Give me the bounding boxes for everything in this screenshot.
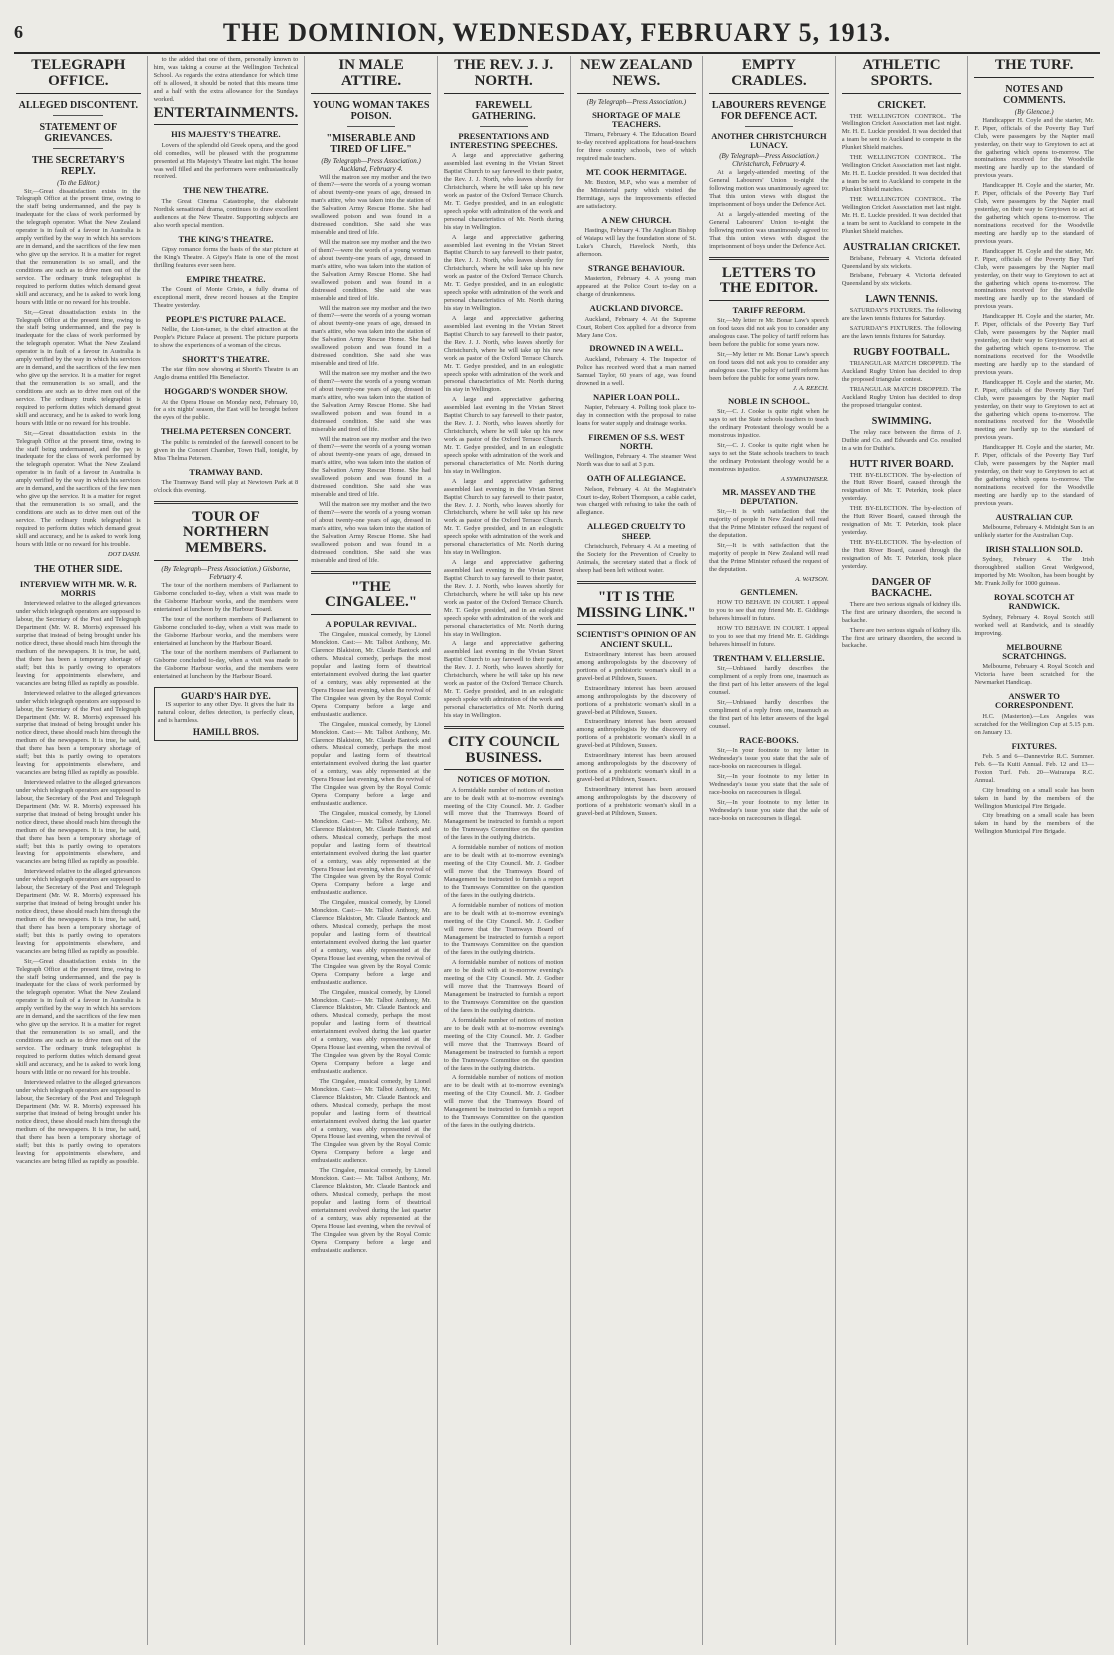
article-subhead: SCIENTIST'S OPINION OF AN ANCIENT SKULL. [576,629,697,649]
article-body: Sir,—Great dissatisfaction exists in the Telegraph Office at the present time, owing to the staff being undermanned, and the pay is inadequate for the class of work performed by the telegraph operator. What the New Zealand operator is in fault of a favour in Australia is amply verified by the way in which his services are in demand, and the sacrifices of the few men who give up the service. It is a matter for regret that the remuneration is so small, and the conditions are such as to drive men out of the service. The ordinary trunk telegraphist is required to perform duties which demand great skill and accuracy, and he is asked to work long hours with little or no reward for his trouble. [16,187,141,306]
item-heading: IRISH STALLION SOLD. [985,543,1083,554]
letter-heading: GENTLEMEN. [740,586,798,597]
item-body: The Count of Monte Cristo, a fully drama of exceptional merit, drew record houses at the Empire Theatre yesterday. [153,286,299,309]
item-heading: AUCKLAND DIVORCE. [589,303,683,314]
item-heading: ANSWER TO CORRESPONDENT. [994,691,1074,711]
article-body: A formidable number of notices of motion are to be dealt with at to-morrow evening's meeting of the City Council. Mr. J. Godber will move that the Tramways Board of Management be instructed to furnish a report to the Tramways Committee on the question of the fares in the outlying districts. [443,901,564,957]
item-body: Brisbane, February 4. Victoria defeated Queensland by six wickets. [841,254,962,270]
item-heading: ALLEGED CRUELTY TO SHEEP. [587,521,686,541]
article-body: Interviewed relative to the alleged grievances under which telegraph operators are supposed to labour, the Secretary of the Post and Telegraph Department (Mr. W. R. Morris) expressed his surprise that instead of being brought under his notice direct, these should reach him through the medium of the newspapers. It is true, he said, that there has been a temporary shortage of staff; but this is partly owing to operators leaving for appointments elsewhere, and vacancies are being filled as rapidly as possible. [16,779,141,866]
article-body: A formidable number of notices of motion are to be dealt with at to-morrow evening's meeting of the City Council. Mr. J. Godber will move that the Tramways Board of Management be instructed to furnish a report to the Tramways Committee on the question of the fares in the outlying districts. [443,786,564,842]
letter-body: HOW TO BEHAVE IN COURT. I appeal to you to see that my friend Mr. E. Giddings behaves himself in future. [709,625,829,648]
column-telegraph-office [14,56,147,1645]
section-heading: CITY COUNCIL BUSINESS. [444,735,564,771]
advertisement [154,687,299,741]
letter-signature: A SYMPATHISER. [780,475,829,483]
advert-heading: GUARD'S HAIR DYE. [181,691,271,702]
letter-body: Sir,—C. J. Cooke is quite right when he says to set the State schools teachers to teach the ordinary Protestant theology would be a monstrous injustice. [709,442,829,473]
article-heading: TELEGRAPH OFFICE. [16,58,141,94]
item-body: Sydney, February 4. The Irish thoroughbred stallion Great Wedgwood, imported by Mr. Woolton, has been bought by Mr. Frank Jolly for 1000 guineas. [974,556,1094,588]
article-body: Extraordinary interest has been aroused among anthropologists by the discovery of portions of a prehistoric woman's skull in a gravel-bed at Piltdown, Sussex. [576,752,697,784]
item-heading: SHORTT'S THEATRE. [182,353,270,364]
letter-body: Sir,—In your footnote to my letter in Wednesday's issue you state that the sale of race-books on racecourses is illegal. [709,798,829,822]
column-empty-cradles [702,56,835,1645]
article-body: Will the matron see my mother and the two of them?—were the words of a young woman of about twenty-one years of age, dressed in man's attire, who was taken into the station of the Salvation Army Rescue Home. She had swallowed poison and was found in a distressed condition. She said she was miserable and tired of life. [311,239,431,302]
item-heading: CRICKET. [877,99,926,111]
article-subhead: ANOTHER CHRISTCHURCH LUNACY. [711,130,827,150]
divider [480,126,528,127]
article-subhead: ALLEGED DISCONTENT. [18,99,138,111]
item-body: THE WELLINGTON CONTROL. The Wellington Cricket Association met last night. Mr. H. E. Luckie presided. It was decided that a team be sent to Auckland to compete in the Plunket Shield matches. [841,195,962,235]
article-body: City breathing on a small scale has been taken in hand by the members of the Wellington Municipal Fire Brigade. [974,812,1094,836]
letter-heading: NOBLE IN SCHOOL. [727,395,810,406]
section-heading: TOUR OF NORTHERN MEMBERS. [154,510,299,561]
dateline: (By Telegraph—Press Association.) Gisborne, February 4. [161,564,291,581]
article-body: Extraordinary interest has been aroused among anthropologists by the discovery of portions of a prehistoric woman's skull in a gravel-bed at Piltdown, Sussex. [576,684,697,716]
item-body: Timaru, February 4. The Education Board to-day received applications for head-teachers for three country schools, two of which required male teachers. [576,131,697,162]
article-body: Will the matron see my mother and the two of them?—were the words of a young woman of about twenty-one years of age, dressed in man's attire, who was taken into the station of the Salvation Army Rescue Home. She had swallowed poison and was found in a distressed condition. She said she was miserable and tired of life. [311,173,431,237]
item-heading: THE KING'S THEATRE. [178,233,274,244]
letter-body: HOW TO BEHAVE IN COURT. I appeal to you to see that my friend Mr. E. Giddings behaves himself in future. [709,599,829,623]
item-heading: LAWN TENNIS. [865,294,938,306]
article-subhead: THE OTHER SIDE. [34,563,123,575]
advert-text: IS superior to any other Dye. It gives the hair its natural colour, defies detection, is perfectly clean, and is harmless. [157,701,295,725]
item-body: Christchurch, February 4. At a meeting of the Society for the Prevention of Cruelty to Animals, the secretary stated that a flock of sheep had been left without water. [576,543,697,574]
article-body: Sir,—Great dissatisfaction exists in the Telegraph Office at the present time, owing to the staff being undermanned, and the pay is inadequate for the class of work performed by the telegraph operator. What the New Zealand operator is in fault of a favour in Australia is amply verified by the way in which his services are in demand, and the sacrifices of the few men who give up the service. It is a matter for regret that the remuneration is so small, and the conditions are such as to drive men out of the service. The ordinary trunk telegraphist is required to perform duties which demand great skill and accuracy, and he is asked to work long hours with little or no reward for his trouble. [16,308,141,427]
article-body: Will the matron see my mother and the two of them?—were the words of a young woman of about twenty-one years of age, dressed in man's attire, who was taken into the station of the Salvation Army Rescue Home. She had swallowed poison and was found in a distressed condition. She said she was miserable and tired of life. [311,370,431,433]
item-heading: ROYAL SCOTCH AT RANDWICK. [994,592,1075,612]
item-body: Auckland, February 4. At the Supreme Court, Robert Cox applied for a divorce from Mary Jane Cox. [576,315,697,339]
article-subhead: THE SECRETARY'S REPLY. [32,154,125,177]
item-heading: NAPIER LOAN POLL. [592,391,680,402]
advert-footer: HAMILL BROS. [192,727,259,738]
article-body: Extraordinary interest has been aroused among anthropologists by the discovery of portions of a prehistoric woman's skull in a gravel-bed at Piltdown, Sussex. [576,785,697,817]
article-body: Handicapper H. Coyle and the starter, Mr. F. Piper, officials of the Poverty Bay Turf Club, were passengers by the Napier mail yesterday, on their way to Greytown to act at the gathering which opens to-morrow. The nominations received for the Woodville meeting are hardly up to the standard of previous years. [974,444,1094,507]
article-body: Sir,—Great dissatisfaction exists in the Telegraph Office at the present time, owing to the staff being undermanned, and the pay is inadequate for the class of work performed by the telegraph operator. What the New Zealand operator is in fault of a favour in Australia is amply verified by the way in which his services are in demand, and the sacrifices of the few men who give up the service. It is a matter for regret that the remuneration is so small, and the conditions are such as to drive men out of the service. The ordinary trunk telegraphist is required to perform duties which demand great skill and accuracy, and he is asked to work long hours with little or no reward for his trouble. [16,429,141,548]
letter-body: Sir,—In your footnote to my letter in Wednesday's issue you state that the sale of race-books on racecourses is illegal. [709,747,829,770]
item-heading: OATH OF ALLEGIANCE. [586,473,686,484]
item-heading: AUSTRALIAN CRICKET. [843,241,961,253]
divider [154,501,299,504]
item-body: TRIANGULAR MATCH DROPPED. The Auckland Rugby Union has decided to drop the proposed triangular contest. [841,385,962,409]
letter-body: Sir,—It is with satisfaction that the majority of people in New Zealand will read that the Prime Minister refused the request of the deputation. [709,508,829,540]
item-heading: THE NEW THEATRE. [183,185,269,196]
byline: (By Glencoe.) [1014,107,1054,116]
article-body: A large and appreciative gathering assembled last evening in the Vivian Street Baptist Church to say farewell to their pastor, the Rev. J. J. North, who leaves shortly for Christchurch, where he will take up his new work as pastor of the Oxford Terrace Church. Mr. T. Gedye presided, and in an eulogistic speech spoke with admiration of the work and personal characteristics of Mr. North during his stay in Wellington. [443,152,564,231]
item-body: THE BY-ELECTION. The by-election of the Hutt River Board, caused through the resignation of Mr. T. Peterkin, took place yesterday. [841,505,962,537]
item-body: THE BY-ELECTION. The by-election of the Hutt River Board, caused through the resignation of Mr. T. Peterkin, took place yesterday. [841,539,962,570]
letter-body: Sir,—Unbiased hardly describes the compliment of a reply from one, inasmuch as the first part of his letter answers of the legal counsel. [709,665,829,697]
article-body: Handicapper H. Coyle and the starter, Mr. F. Piper, officials of the Poverty Bay Turf Club, were passengers by the Napier mail yesterday, on their way to Greytown to act at the gathering which opens to-morrow. The nominations received for the Woodville meeting are hardly up to the standard of previous years. [974,247,1094,311]
page-number: 6 [14,22,23,42]
letter-body: Sir,—It is with satisfaction that the majority of people in New Zealand will read that the Prime Minister refused the request of the deputation. [709,542,829,573]
article-body: The Cingalee, musical comedy, by Lionel Monckton. Cast:— Mr. Talbot Anthony, Mr. Clarence Blakiston, Mr. Claude Bantock and others. Musical comedy, perhaps the most popular and lasting form of theatrical entertainment evolved during the last quarter of a century, was ably represented at the Opera House last evening, when the revival of The Cingalee was given by the Royal Comic Opera Company before a large and enthusiastic audience. [311,809,431,897]
article-body: Extraordinary interest has been aroused among anthropologists by the discovery of portions of a prehistoric woman's skull in a gravel-bed at Piltdown, Sussex. [576,718,697,750]
article-body: Sir,—Great dissatisfaction exists in the Telegraph Office at the present time, owing to the staff being undermanned, and the pay is inadequate for the class of work performed by the telegraph operator. What the New Zealand operator is in fault of a favour in Australia is amply verified by the way in which his services are in demand, and the sacrifices of the few men who give up the service. It is a matter for regret that the remuneration is so small, and the conditions are such as to drive men out of the service. The ordinary trunk telegraphist is required to perform duties which demand great skill and accuracy, and he is asked to work long hours with little or no reward for his trouble. [16,957,141,1076]
article-body: At a largely-attended meeting of the General Labourers' Union to-night the following motion was unanimously agreed to: That this union views with disgust the imprisonment of boys under the Defence Act. [709,210,829,250]
item-body: Hastings, February 4. The Anglican Bishop of Waiapu will lay the foundation stone of St. Luke's Church, Havelock North, this afternoon. [576,227,697,259]
article-body: Will the matron see my mother and the two of them?—were the words of a young woman of about twenty-one years of age, dressed in man's attire, who was taken into the station of the Salvation Army Rescue Home. She had swallowed poison and was found in a distressed condition. She said she was miserable and tired of life. [311,435,431,499]
article-body: The Cingalee, musical comedy, by Lionel Monckton. Cast:— Mr. Talbot Anthony, Mr. Clarence Blakiston, Mr. Claude Bantock and others. Musical comedy, perhaps the most popular and lasting form of theatrical entertainment evolved during the last quarter of a century, was ably represented at the Opera House last evening, when the revival of The Cingalee was given by the Royal Comic Opera Company before a large and enthusiastic audience. [311,988,431,1075]
article-body: A large and appreciative gathering assembled last evening in the Vivian Street Baptist Church to say farewell to their pastor, the Rev. J. J. North, who leaves shortly for Christchurch, where he will take up his new work as pastor of the Oxford Terrace Church. Mr. T. Gedye presided, and in an eulogistic speech spoke with admiration of the work and personal characteristics of Mr. North during his stay in Wellington. [443,233,564,312]
letter-body: Sir,—My letter re Mr. Bonar Law's speech on food taxes did not ask you to consider any analogous case. The policy of tariff reform has been before the public for some years now. [709,317,829,349]
item-body: The public is reminded of the farewell concert to be given in the Concert Chamber, Town Hall, tonight, by Miss Thelma Petersen. [153,438,299,462]
item-heading: TRAMWAY BAND. [189,466,263,477]
item-body: Melbourne, February 4. Midnight Sun is an unlikely starter for the Australian Cup. [974,524,1094,540]
dateline: (By Telegraph—Press Association.) Christchurch, February 4. [719,152,819,169]
item-heading: A NEW CHURCH. [601,215,672,226]
item-heading: AUSTRALIAN CUP. [995,511,1073,522]
article-body: The tour of the northern members of Parliament to Gisborne concluded to-day, when a visit was made to the Gisborne Harbour works, and the members were entertained at luncheon by the Harbour Board. [153,615,299,647]
dateline: (By Telegraph—Press Association.) [586,97,687,106]
item-body: At the Opera House on Monday next, February 10, for a six nights' season, the East will be brought before the eyes of the public. [153,398,299,422]
item-body: Masterton, February 4. A young man appeared at the Police Court to-day on a charge of drunkenness. [576,275,697,299]
item-heading: FIREMEN OF S.S. WEST NORTH. [588,431,685,452]
article-body: A formidable number of notices of motion are to be dealt with at to-morrow evening's meeting of the City Council. Mr. J. Godber will move that the Tramways Board of Management be instructed to furnish a report to the Tramways Committee on the question of the fares in the outlying districts. [443,1016,564,1072]
item-body: Nellie, the Lion-tamer, is the chief attraction at the People's Picture Palace at present. The picture purports to show the experiences of a woman of the circus. [153,326,299,350]
article-body: Will the matron see my mother and the two of them?—were the words of a young woman of about twenty-one years of age, dressed in man's attire, who was taken into the station of the Salvation Army Rescue Home. She had swallowed poison and was found in a distressed condition. She said she was miserable and tired of life. [311,304,431,368]
section-heading: ENTERTAINMENTS. [154,106,299,126]
item-body: The Tramway Band will play at Newtown Park at 8 o'clock this evening. [153,478,299,494]
article-body: to the added that one of them, personally known to him, was taking a course at the Wellington Technical School. As regards the extra attendance for which time off is allowed, it should be noted that this means time and a half with the extra allowance for the Sundays worked. [153,56,299,103]
item-body: SATURDAY'S FIXTURES. The following are the lawn tennis fixtures for Saturday. [841,325,962,341]
item-body: The Great Cinema Catastrophe, the elaborate Nordisk sensational drama, continues to draw excellent audiences at the New Theatre. Supporting subjects are also worth special mention. [153,197,299,229]
article-heading: THE REV. J. J. NORTH. [444,58,564,94]
item-body: Napier, February 4. Polling took place to-day in connection with the proposal to raise loans for water supply and drainage works. [576,403,697,427]
column-nz-news [570,56,703,1645]
item-body: Nelson, February 4. At the Magistrate's Court to-day, Robert Thompson, a cable cadet, was charged with refusing to take the oath of allegiance. [576,485,697,517]
article-body: Interviewed relative to the alleged grievances under which telegraph operators are supposed to labour, the Secretary of the Post and Telegraph Department (Mr. W. R. Morris) expressed his surprise that instead of being brought under his notice direct, these should reach him through the medium of the newspapers. It is true, he said, that there has been a temporary shortage of staff; but this is partly owing to operators leaving for appointments elsewhere, and vacancies are being filled as rapidly as possible. [16,689,141,777]
column-rev-north [437,56,570,1645]
article-subhead: PRESENTATIONS AND INTERESTING SPEECHES. [449,130,558,150]
article-heading: IN MALE ATTIRE. [311,58,431,94]
letter-heading: RACE-BOOKS. [739,734,799,745]
item-body: THE WELLINGTON CONTROL. The Wellington Cricket Association met last night. Mr. H. E. Luckie presided. It was decided that a team be sent to Auckland to compete in the Plunket Shield matches. [841,112,962,152]
column-athletic-sports [835,56,968,1645]
article-subhead: NOTES AND COMMENTS. [1002,83,1066,106]
article-subhead: YOUNG WOMAN TAKES POISON. [312,99,430,122]
item-body: Lovers of the splendid old Greek opera, and the good old comedies, will be pleased with the programme presented at His Majesty's Theatre last night. The house was well filled and the performers were enthusiastically received. [153,141,299,181]
letter-heading: MR. MASSEY AND THE DEPUTATION. [722,486,816,507]
article-subhead: INTERVIEW WITH MR. W. R. MORRIS [19,578,137,599]
item-body: The relay race between the firms of J. Duthie and Co. and Edwards and Co. resulted in a win for Duthie's. [841,428,962,452]
divider [709,257,829,260]
letter-body: Sir,—In your footnote to my letter in Wednesday's issue you state that the sale of race-books on racecourses is illegal. [709,772,829,796]
letter-signature: DOT DASH. [107,550,141,558]
column-entertainments [147,56,305,1645]
item-heading: HIS MAJESTY'S THEATRE. [171,129,281,140]
article-body: A large and appreciative gathering assembled last evening in the Vivian Street Baptist Church to say farewell to their pastor, the Rev. J. J. North, who leaves shortly for Christchurch, where he will take up his new work as pastor of the Oxford Terrace Church. Mr. T. Gedye presided, and in an eulogistic speech spoke with admiration of the work and personal characteristics of Mr. North during his stay in Wellington. [443,477,564,557]
item-heading: SHORTAGE OF MALE TEACHERS. [592,109,681,129]
article-body: Handicapper H. Coyle and the starter, Mr. F. Piper, officials of the Poverty Bay Turf Club, were passengers by the Napier mail yesterday, on their way to Greytown to act at the gathering which opens to-morrow. The nominations received for the Woodville meeting are hardly up to the standard of previous years. [974,378,1094,442]
column-the-turf [967,56,1100,1645]
dateline: (By Telegraph—Press Association.) Auckland, February 4. [321,156,421,173]
divider [444,726,564,729]
article-heading: THE TURF. [974,58,1094,78]
article-subhead: "MISERABLE AND TIRED OF LIFE." [326,132,416,155]
item-body: There are two serious signals of kidney ills. The first are urinary disorders, the second is backache. [841,600,962,624]
newspaper-title: THE DOMINION, WEDNESDAY, FEBRUARY 5, 1913. [222,18,892,47]
article-body: The tour of the northern members of Parliament to Gisborne concluded to-day, when a visit was made to the Gisborne Harbour works, and the members were entertained at luncheon by the Harbour Board. [153,581,299,613]
divider [53,115,103,116]
letter-heading: TRENTHAM V. ELLERSLIE. [713,652,825,663]
item-body: Feb. 5 and 6—Dannevirke R.C. Summer. Feb. 6—Ta Kuiti Annual. Feb. 12 and 13—Foxton Turf. Feb. 20—Wairarapa R.C. Annual. [974,752,1094,784]
item-body: Gipsy romance forms the basis of the star picture at the King's Theatre. A Gipsy's Hate is one of the most thrilling features ever seen here. [153,245,299,269]
section-heading: "IT IS THE MISSING LINK." [577,590,697,626]
divider [53,148,103,149]
item-heading: HUTT RIVER BOARD. [849,458,954,470]
item-body: Sydney, February 4. Royal Scotch still worked well at Randwick, and is steadily improving. [974,613,1094,637]
item-body: Auckland, February 4. The Inspector of Police has received word that a man named Samuel Taylor, 60 years of age, was found drowned in a well. [576,355,697,387]
item-body: Melbourne, February 4. Royal Scotch and Victoria have been scratched for the Newmarket Handicap. [974,663,1094,687]
item-heading: RUGBY FOOTBALL. [853,347,950,359]
divider [745,126,793,127]
letter-signature: A. WATSON. [795,575,829,583]
item-heading: SWIMMING. [871,415,932,427]
item-heading: STRANGE BEHAVIOUR. [587,263,685,274]
article-body: Interviewed relative to the alleged grievances under which telegraph operators are supposed to labour, the Secretary of the Post and Telegraph Department (Mr. W. R. Morris) expressed his surprise that instead of being brought under his notice direct, these should reach him through the medium of the newspapers. It is true, he said, that there has been a temporary shortage of staff; but this is partly owing to operators leaving for appointments elsewhere, and vacancies are being filled as rapidly as possible. [16,868,141,955]
item-heading: MELBOURNE SCRATCHINGS. [1002,641,1067,661]
article-body: Interviewed relative to the alleged grievances under which telegraph operators are supposed to labour, the Secretary of the Post and Telegraph Department (Mr. W. R. Morris) expressed his surprise that instead of being brought under his notice direct, these should reach him through the medium of the newspapers. It is true, he said, that there has been a temporary shortage of staff; but this is partly owing to operators leaving for appointments elsewhere, and vacancies are being filled as rapidly as possible. [16,1078,141,1166]
article-body: A large and appreciative gathering assembled last evening in the Vivian Street Baptist Church to say farewell to their pastor, the Rev. J. J. North, who leaves shortly for Christchurch, where he will take up his new work as pastor of the Oxford Terrace Church. Mr. T. Gedye presided, and in an eulogistic speech spoke with admiration of the work and personal characteristics of Mr. North during his stay in Wellington. [443,640,564,719]
divider [311,571,431,574]
item-body: Brisbane, February 4. Victoria defeated Queensland by six wickets. [841,272,962,288]
item-body: Wellington, February 4. The steamer West North was due to sail at 3 p.m. [576,453,697,469]
article-body: At a largely-attended meeting of the General Labourers' Union to-night the following motion was unanimously agreed to: That this union views with disgust the imprisonment of boys under the Defence Act. [709,169,829,208]
item-body: SATURDAY'S FIXTURES. The following are the lawn tennis fixtures for Saturday. [841,307,962,323]
article-subhead: NOTICES OF MOTION. [457,774,550,785]
masthead [14,14,1100,54]
item-body: The star film now showing at Shortt's Theatre is an Anglo drama entitled His Benefactor. [153,366,299,382]
letter-signature: J. A. REECH. [792,384,829,392]
article-heading: EMPTY CRADLES. [709,58,829,94]
article-heading: ATHLETIC SPORTS. [842,58,962,94]
item-heading: DROWNED IN A WELL. [589,343,684,354]
section-heading: LETTERS TO THE EDITOR. [709,266,829,302]
article-body: Will the matron see my mother and the two of them?—were the words of a young woman of about twenty-one years of age, dressed in man's attire, who was taken into the station of the Salvation Army Rescue Home. She had swallowed poison and was found in a distressed condition. She said she was miserable and tired of life. [311,501,431,564]
item-body: Mr. Buxton, M.P., who was a member of the Ministerial party which visited the Hermitage, says the improvements effected are satisfactory. [576,179,697,211]
article-body: A formidable number of notices of motion are to be dealt with at to-morrow evening's meeting of the City Council. Mr. J. Godber will move that the Tramways Board of Management be instructed to furnish a report to the Tramways Committee on the question of the fares in the outlying districts. [443,844,564,899]
article-body: The tour of the northern members of Parliament to Gisborne concluded to-day, when a visit was made to the Gisborne Harbour works, and the members were entertained at luncheon by the Harbour Board. [153,649,299,681]
item-body: THE WELLINGTON CONTROL. The Wellington Cricket Association met last night. Mr. H. E. Luckie presided. It was decided that a team be sent to Auckland to compete in the Plunket Shield matches. [841,154,962,193]
item-body: TRIANGULAR MATCH DROPPED. The Auckland Rugby Union has decided to drop the proposed triangular contest. [841,360,962,383]
item-heading: EMPIRE THEATRE. [186,273,266,284]
article-subhead: FAREWELL GATHERING. [471,99,536,122]
article-body: The Cingalee, musical comedy, by Lionel Monckton. Cast:— Mr. Talbot Anthony, Mr. Clarence Blakiston, Mr. Claude Bantock and others. Musical comedy, perhaps the most popular and lasting form of theatrical entertainment evolved during the last quarter of a century, was ably represented at the Opera House last evening, when the revival of The Cingalee was given by the Royal Comic Opera Company before a large and enthusiastic audience. [311,899,431,986]
article-subhead: A POPULAR REVIVAL. [325,619,417,629]
column-male-attire [304,56,437,1645]
article-body: Handicapper H. Coyle and the starter, Mr. F. Piper, officials of the Poverty Bay Turf Club, were passengers by the Napier mail yesterday, on their way to Greytown to act at the gathering which opens to-morrow. The nominations received for the Woodville meeting are hardly up to the standard of previous years. [974,116,1094,180]
item-heading: FIXTURES. [1011,740,1057,751]
letter-body: Sir,—My letter re Mr. Bonar Law's speech on food taxes did not ask you to consider any analogous case. The policy of tariff reform has been before the public for some years now. [709,351,829,382]
item-body: THE BY-ELECTION. The by-election of the Hutt River Board, caused through the resignation of Mr. T. Peterkin, took place yesterday. [841,471,962,503]
article-body: The Cingalee, musical comedy, by Lionel Monckton. Cast:— Mr. Talbot Anthony, Mr. Clarence Blakiston, Mr. Claude Bantock and others. Musical comedy, perhaps the most popular and lasting form of theatrical entertainment evolved during the last quarter of a century, was ably represented at the Opera House last evening, when the revival of The Cingalee was given by the Royal Comic Opera Company before a large and enthusiastic audience. [311,631,431,718]
item-heading: PEOPLE'S PICTURE PALACE. [165,313,286,324]
article-body: A formidable number of notices of motion are to be dealt with at to-morrow evening's meeting of the City Council. Mr. J. Godber will move that the Tramways Board of Management be instructed to furnish a report to the Tramways Committee on the question of the fares in the outlying districts. [443,1074,564,1130]
article-body: The Cingalee, musical comedy, by Lionel Monckton. Cast:— Mr. Talbot Anthony, Mr. Clarence Blakiston, Mr. Claude Bantock and others. Musical comedy, perhaps the most popular and lasting form of theatrical entertainment evolved during the last quarter of a century, was ably represented at the Opera House last evening, when the revival of The Cingalee was given by the Royal Comic Opera Company before a large and enthusiastic audience. [311,1167,431,1254]
article-body: A large and appreciative gathering assembled last evening in the Vivian Street Baptist Church to say farewell to their pastor, the Rev. J. J. North, who leaves shortly for Christchurch, where he will take up his new work as pastor of the Oxford Terrace Church. Mr. T. Gedye presided, and in an eulogistic speech spoke with admiration of the work and personal characteristics of Mr. North during his stay in Wellington. [443,396,564,475]
item-heading: HOGGARD'S WONDER SHOW. [164,386,288,397]
item-heading: THELMA PETERSEN CONCERT. [160,426,291,437]
item-heading: DANGER OF BACKACHE. [871,576,932,599]
article-body: City breathing on a small scale has been taken in hand by the members of the Wellington Municipal Fire Brigade. [974,786,1094,810]
article-body: A large and appreciative gathering assembled last evening in the Vivian Street Baptist Church to say farewell to their pastor, the Rev. J. J. North, who leaves shortly for Christchurch, where he will take up his new work as pastor of the Oxford Terrace Church. Mr. T. Gedye presided, and in an eulogistic speech spoke with admiration of the work and personal characteristics of Mr. North during his stay in Wellington. [443,314,564,394]
article-intro: (To the Editor.) [57,178,100,187]
item-body: There are two serious signals of kidney ills. The first are urinary disorders, the second is backache. [841,626,962,650]
letter-heading: TARIFF REFORM. [732,305,806,316]
divider [577,581,697,584]
page-columns [14,56,1100,1645]
item-body: H.C. (Masterton).—Les Angeles was scratched for the Wellington Cup at 5.15 p.m. on January 13. [974,712,1094,736]
article-body: A large and appreciative gathering assembled last evening in the Vivian Street Baptist Church to say farewell to their pastor, the Rev. J. J. North, who leaves shortly for Christchurch, where he will take up his new work as pastor of the Oxford Terrace Church. Mr. T. Gedye presided, and in an eulogistic speech spoke with admiration of the work and personal characteristics of Mr. North during his stay in Wellington. [443,559,564,638]
article-subhead: STATEMENT OF GRIEVANCES. [39,121,118,144]
divider [347,126,395,127]
article-body: Extraordinary interest has been aroused among anthropologists by the discovery of portions of a prehistoric woman's skull in a gravel-bed at Piltdown, Sussex. [576,650,697,682]
article-body: A formidable number of notices of motion are to be dealt with at to-morrow evening's meeting of the City Council. Mr. J. Godber will move that the Tramways Board of Management be instructed to furnish a report to the Tramways Committee on the question of the fares in the outlying districts. [443,959,564,1014]
article-subhead: LABOURERS REVENGE FOR DEFENCE ACT. [711,99,827,122]
article-body: The Cingalee, musical comedy, by Lionel Monckton. Cast:— Mr. Talbot Anthony, Mr. Clarence Blakiston, Mr. Claude Bantock and others. Musical comedy, perhaps the most popular and lasting form of theatrical entertainment evolved during the last quarter of a century, was ably represented at the Opera House last evening, when the revival of The Cingalee was given by the Royal Comic Opera Company before a large and enthusiastic audience. [311,720,431,808]
article-body: Handicapper H. Coyle and the starter, Mr. F. Piper, officials of the Poverty Bay Turf Club, were passengers by the Napier mail yesterday, on their way to Greytown to act at the gathering which opens to-morrow. The nominations received for the Woodville meeting are hardly up to the standard of previous years. [974,313,1094,376]
section-heading: "THE CINGALEE." [311,580,431,616]
article-body: Handicapper H. Coyle and the starter, Mr. F. Piper, officials of the Poverty Bay Turf Club, were passengers by the Napier mail yesterday, on their way to Greytown to act at the gathering which opens to-morrow. The nominations received for the Woodville meeting are hardly up to the standard of previous years. [974,182,1094,245]
letter-body: Sir,—Unbiased hardly describes the compliment of a reply from one, inasmuch as the first part of his letter answers of the legal counsel. [709,699,829,730]
article-heading: NEW ZEALAND NEWS. [577,58,697,94]
article-body: Interviewed relative to the alleged grievances under which telegraph operators are supposed to labour, the Secretary of the Post and Telegraph Department (Mr. W. R. Morris) expressed his surprise that instead of being brought under his notice direct, these should reach him through the medium of the newspapers. It is true, he said, that there has been a temporary shortage of staff; but this is partly owing to operators leaving for appointments elsewhere, and vacancies are being filled as rapidly as possible. [16,600,141,687]
item-heading: MT. COOK HERMITAGE. [585,166,687,177]
letter-body: Sir,—C. J. Cooke is quite right when he says to set the State schools teachers to teach the ordinary Protestant theology would be a monstrous injustice. [709,408,829,440]
article-body: The Cingalee, musical comedy, by Lionel Monckton. Cast:— Mr. Talbot Anthony, Mr. Clarence Blakiston, Mr. Claude Bantock and others. Musical comedy, perhaps the most popular and lasting form of theatrical entertainment evolved during the last quarter of a century, was ably represented at the Opera House last evening, when the revival of The Cingalee was given by the Royal Comic Opera Company before a large and enthusiastic audience. [311,1077,431,1165]
